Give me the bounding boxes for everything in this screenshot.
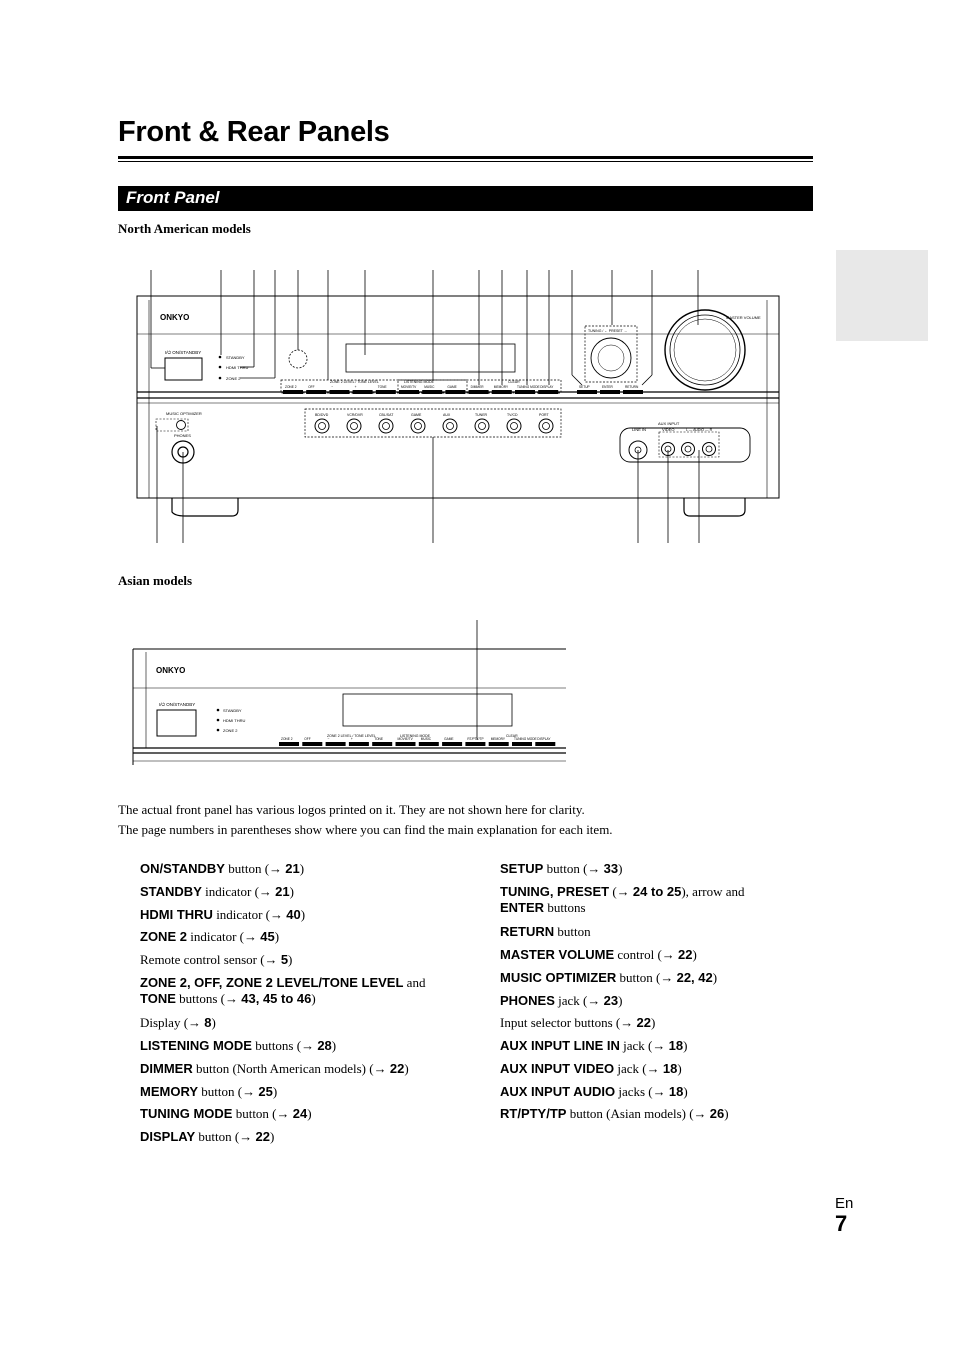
legend-item (500, 993, 820, 1009)
legend-item (140, 907, 460, 923)
indicators (219, 355, 249, 381)
item-name-2: TONE (140, 991, 176, 1006)
top-label-3: + (354, 385, 357, 389)
asian-button-7 (442, 742, 462, 746)
page-ref: 26 (709, 1106, 725, 1121)
right-button-label-2: RETURN (625, 385, 639, 389)
legend-item (500, 1038, 820, 1054)
language-label: En (835, 1195, 854, 1212)
input-selector-label-0: BD/DVD (315, 413, 329, 417)
top-button-8 (469, 390, 489, 394)
svg-text:TUNING / ← PRESET →: TUNING / ← PRESET → (588, 329, 628, 333)
legend-item (140, 861, 460, 877)
page-ref: 21 (275, 884, 290, 899)
page-ref: 45 (260, 929, 275, 944)
title-rule (118, 156, 813, 159)
item-text: button (→ (198, 1084, 259, 1099)
svg-text:ZONE 2: ZONE 2 (223, 728, 238, 733)
svg-text:CLEAR: CLEAR (506, 734, 518, 738)
input-selector-0 (315, 419, 329, 433)
svg-text:STANDBY: STANDBY (223, 708, 242, 713)
asian-button-2 (326, 742, 346, 746)
page-ref: 25 (258, 1084, 273, 1099)
asian-button-8 (465, 742, 485, 746)
top-label-5: MOVIE/TV (401, 385, 417, 389)
asian-label-9: MEMORY (490, 737, 505, 741)
item-text: button (→ (543, 861, 604, 876)
item-text: indicator (→ (201, 884, 276, 899)
svg-text:I/⏻ ON/STANDBY: I/⏻ ON/STANDBY (159, 702, 196, 707)
svg-text:AUX INPUT: AUX INPUT (658, 421, 680, 426)
right-button-2 (623, 390, 643, 394)
item-end: ) (307, 1106, 312, 1121)
item-end: ) (683, 1084, 688, 1099)
note-1: The actual front panel has various logos printed on it. They are not shown here for clarity. (118, 802, 585, 817)
page-ref: 24 (292, 1106, 308, 1121)
page-ref: 5 (280, 952, 289, 967)
item-text: indicator (→ (186, 929, 261, 944)
right-button-label-1: ENTER (602, 385, 613, 389)
item-text-line2: buttons (544, 900, 586, 915)
item-text: jack (→ (614, 1061, 663, 1076)
page-ref: 22, 42 (676, 970, 713, 985)
item-text: Remote control sensor (→ (140, 952, 281, 967)
item-end: ) (692, 947, 697, 962)
right-button-1 (600, 390, 620, 394)
page-ref: 22 (678, 947, 693, 962)
asian-button-0 (279, 742, 299, 746)
power-label: I/⏻ ON/STANDBY (165, 350, 202, 355)
svg-text:L — AUDIO — R: L — AUDIO — R (686, 428, 713, 432)
asian-brand-logo: ONKYO (156, 666, 186, 675)
right-button-label-0: SETUP (579, 385, 590, 389)
page-ref: 8 (204, 1015, 212, 1030)
input-selector-5 (475, 419, 489, 433)
item-name: AUX INPUT LINE IN (500, 1038, 620, 1053)
input-selector-2 (379, 419, 393, 433)
item-text: indicator (→ (212, 907, 287, 922)
right-button-0 (577, 390, 597, 394)
legend-item (140, 1106, 460, 1122)
item-name: STANDBY (140, 884, 202, 899)
item-name-line2: ENTER (500, 900, 545, 915)
item-text: button (North American models) (→ (192, 1061, 390, 1076)
audio-l-jack (682, 443, 695, 456)
legend-item (500, 1015, 820, 1031)
svg-text:VIDEO: VIDEO (662, 427, 675, 432)
item-end: ) (211, 1015, 216, 1030)
item-name: AUX INPUT AUDIO (500, 1084, 616, 1099)
asian-label-6: MUSIC (420, 737, 432, 741)
item-text: button (→ (232, 1106, 293, 1121)
page-ref: 22 (255, 1129, 270, 1144)
top-label-10: TUNING MODE (517, 385, 540, 389)
note-2: The page numbers in parentheses show where you can find the main explanation for each item. (118, 822, 613, 837)
page-title: Front & Rear Panels (118, 116, 390, 148)
top-label-11: DISPLAY (540, 385, 554, 389)
item-name: PHONES (500, 993, 555, 1008)
legend-item (140, 1038, 460, 1054)
top-label-0: ZONE 2 (285, 385, 297, 389)
audio-r-jack (703, 443, 716, 456)
input-selector-3 (411, 419, 425, 433)
item-name: DIMMER (140, 1061, 193, 1076)
page-ref: 23 (603, 993, 619, 1008)
item-end: ) (650, 1015, 656, 1030)
page-ref: 18 (668, 1084, 684, 1099)
asian-label-8: RT/PTY/TP (467, 737, 484, 741)
asian-power-button (157, 710, 196, 736)
remote-sensor (289, 350, 307, 368)
asian-top-buttons (279, 737, 555, 746)
svg-text:MASTER VOLUME: MASTER VOLUME (726, 315, 761, 320)
svg-text:HDMI THRU: HDMI THRU (226, 365, 249, 370)
item-text: jacks (→ (615, 1084, 669, 1099)
legend-item (500, 924, 820, 940)
item-end: ) (331, 1038, 337, 1053)
item-text: buttons (→ (251, 1038, 318, 1053)
svg-text:LINE IN: LINE IN (632, 427, 647, 432)
item-end: ), arrow and (681, 884, 745, 899)
input-selector-4 (443, 419, 457, 433)
svg-text:CLEAR: CLEAR (508, 380, 520, 384)
item-end: ) (269, 1129, 275, 1144)
input-selector-7 (539, 419, 553, 433)
item-end: ) (618, 861, 623, 876)
item-end: ) (300, 907, 306, 922)
page-ref: 22 (389, 1061, 405, 1076)
input-selector-label-7: PORT (539, 413, 549, 417)
top-button-9 (492, 390, 512, 394)
legend-item (500, 1106, 820, 1122)
top-label-8: DIMMER (470, 385, 484, 389)
input-selector-label-3: GAME (411, 413, 422, 417)
item-end: ) (618, 993, 623, 1008)
item-text: button (→ (616, 970, 677, 985)
power-button (165, 358, 202, 380)
input-selector-label-1: VCR/DVR (347, 413, 363, 417)
item-end: ) (683, 1038, 688, 1053)
item-name: RETURN (500, 924, 555, 939)
item-text: button (Asian models) (→ (566, 1106, 710, 1121)
input-selector-1 (347, 419, 361, 433)
item-text: and (403, 975, 426, 990)
asian-button-5 (396, 742, 416, 746)
item-name: RT/PTY/TP (500, 1106, 567, 1121)
item-end: ) (404, 1061, 409, 1076)
asian-label-5: MOVIE/TV (397, 737, 413, 741)
top-button-4 (376, 390, 396, 394)
item-end: ) (712, 970, 718, 985)
input-selector-6 (507, 419, 521, 433)
asian-label-3: + (350, 737, 353, 741)
svg-text:ZONE 2 LEVEL / TONE LEVEL: ZONE 2 LEVEL / TONE LEVEL (327, 734, 376, 738)
item-text: (→ (609, 884, 633, 899)
page-ref: 24 to 25 (632, 884, 682, 899)
legend-item (500, 970, 820, 986)
asian-display (343, 694, 512, 726)
page-ref: 18 (662, 1061, 678, 1076)
asian-label-1: OFF (304, 737, 311, 741)
top-button-1 (306, 390, 326, 394)
section-title: Front Panel (126, 188, 220, 207)
legend-item (140, 1015, 460, 1031)
item-text: Display (→ (140, 1015, 205, 1030)
top-button-6 (422, 390, 442, 394)
tuning-dial (591, 338, 631, 378)
legend-item (140, 975, 460, 1007)
item-text: control (→ (614, 947, 679, 962)
top-label-9: MEMORY (493, 385, 509, 389)
top-label-4: TONE (377, 385, 387, 389)
svg-text:STANDBY: STANDBY (226, 355, 245, 360)
svg-text:LISTENING MODE: LISTENING MODE (400, 734, 430, 738)
item-text: Input selector buttons (→ (500, 1015, 637, 1030)
top-button-3 (353, 390, 373, 394)
input-selector-label-2: CBL/SAT (379, 413, 394, 417)
item-name: TUNING MODE (140, 1106, 233, 1121)
asian-button-6 (419, 742, 439, 746)
item-name: AUX INPUT VIDEO (500, 1061, 615, 1076)
item-name: MEMORY (140, 1084, 199, 1099)
legend-item (140, 1129, 460, 1145)
item-end: ) (311, 991, 316, 1006)
page-ref: 28 (317, 1038, 332, 1053)
svg-text:ZONE 2: ZONE 2 (226, 376, 241, 381)
input-selector-label-5: TUNER (475, 413, 488, 417)
item-end: ) (724, 1106, 729, 1121)
item-name: HDMI THRU (140, 907, 213, 922)
legend-item (500, 947, 820, 963)
item-end: ) (272, 1084, 278, 1099)
north-american-label: North American models (118, 221, 251, 236)
input-selector-label-4: AUX (443, 413, 451, 417)
page-ref: 22 (636, 1015, 651, 1030)
input-selectors (315, 413, 553, 433)
asian-button-4 (372, 742, 392, 746)
legend-item (500, 1084, 820, 1100)
legend-item (140, 1061, 460, 1077)
svg-text:PHONES: PHONES (174, 433, 191, 438)
page-ref: 21 (285, 861, 300, 876)
item-end: ) (274, 929, 280, 944)
asian-label-7: GAME (444, 737, 454, 741)
legend-item (140, 929, 460, 945)
top-button-10 (515, 390, 535, 394)
item-text: button (→ (224, 861, 286, 876)
page-ref: 33 (603, 861, 619, 876)
item-name: MASTER VOLUME (500, 947, 615, 962)
top-label-2: − (331, 385, 334, 389)
item-name: MUSIC OPTIMIZER (500, 970, 617, 985)
asian-label-2: − (327, 737, 330, 741)
asian-button-10 (512, 742, 532, 746)
page-ref: 40 (286, 907, 301, 922)
item-name: DISPLAY (140, 1129, 196, 1144)
top-button-0 (283, 390, 303, 394)
item-name: SETUP (500, 861, 544, 876)
top-label-7: GAME (447, 385, 457, 389)
top-button-11 (538, 390, 558, 394)
item-end: ) (677, 1061, 682, 1076)
item-name: ZONE 2, OFF, ZONE 2 LEVEL/TONE LEVEL (140, 975, 404, 990)
asian-label-4: TONE (374, 737, 383, 741)
top-button-7 (445, 390, 465, 394)
item-text-2: buttons (→ (175, 991, 242, 1006)
page-number: 7 (835, 1211, 848, 1236)
svg-text:HDMI THRU: HDMI THRU (223, 718, 246, 723)
asian-button-1 (302, 742, 322, 746)
item-end: ) (288, 952, 293, 967)
item-end: ) (299, 861, 305, 876)
front-panel-diagram (0, 260, 954, 550)
asian-label-0: ZONE 2 (281, 737, 293, 741)
title-rule-thin (118, 161, 813, 162)
item-name: TUNING, PRESET (500, 884, 610, 899)
section-bar (118, 186, 813, 211)
legend-item (500, 1061, 820, 1077)
input-selector-label-6: TV/CD (507, 413, 518, 417)
master-volume-knob (665, 310, 745, 390)
item-text: button (554, 924, 591, 939)
brand-logo: ONKYO (160, 313, 190, 322)
top-button-5 (399, 390, 419, 394)
asian-button-11 (535, 742, 555, 746)
asian-label-10: TUNING MODE (514, 737, 537, 741)
legend-item (140, 1084, 460, 1100)
page-ref: 18 (668, 1038, 684, 1053)
item-text: jack (→ (619, 1038, 669, 1053)
legend-item (500, 861, 820, 877)
top-button-2 (329, 390, 349, 394)
asian-panel-diagram (0, 615, 954, 770)
right-buttons (577, 385, 643, 394)
item-end: ) (289, 884, 294, 899)
item-name: LISTENING MODE (140, 1038, 252, 1053)
asian-button-9 (489, 742, 509, 746)
top-label-6: MUSIC (424, 385, 435, 389)
item-name: ON/STANDBY (140, 861, 225, 876)
chassis (137, 296, 779, 498)
callout-lines (151, 270, 699, 543)
item-text: jack (→ (554, 993, 604, 1008)
display (346, 344, 515, 372)
asian-label-11: DISPLAY (537, 737, 551, 741)
legend-item (140, 884, 460, 900)
page-ref: 43, 45 to 46 (241, 991, 312, 1006)
legend-item (140, 952, 460, 968)
svg-text:MUSIC OPTIMIZER: MUSIC OPTIMIZER (166, 411, 202, 416)
music-optimizer-button (177, 421, 186, 430)
asian-label: Asian models (118, 573, 193, 588)
legend-item (500, 884, 820, 916)
svg-text:LISTENING MODE: LISTENING MODE (404, 380, 434, 384)
svg-text:ZONE 2 LEVEL / TONE LEVEL: ZONE 2 LEVEL / TONE LEVEL (330, 380, 379, 384)
asian-button-3 (349, 742, 369, 746)
item-name: ZONE 2 (140, 929, 187, 944)
top-label-1: OFF (308, 385, 315, 389)
item-text: button (→ (195, 1129, 256, 1144)
